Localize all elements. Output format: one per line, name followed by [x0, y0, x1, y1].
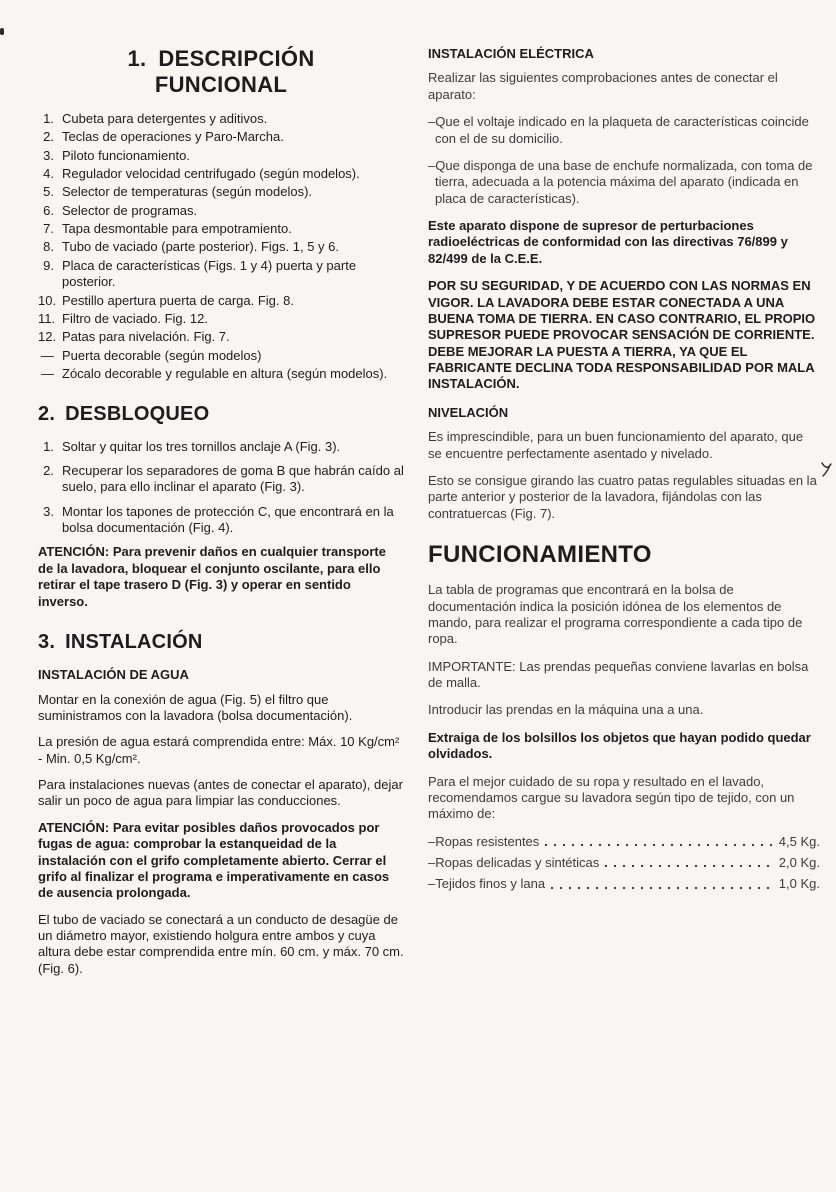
list-item: [38, 203, 404, 219]
load-limit-row: [428, 876, 820, 892]
list-item: [38, 239, 404, 255]
list-item-number: 6.: [43, 202, 54, 218]
list-item-text: Placa de características (Figs. 1 y 4) puerta y parte posterior.: [62, 257, 357, 290]
list-item-text: Puerta decorable (según modelos): [62, 347, 262, 363]
section-2-number: 2.: [38, 403, 56, 426]
section-2-heading: [38, 402, 404, 427]
list-item: [38, 439, 404, 455]
list-item-text: Filtro de vaciado. Fig. 12.: [62, 310, 208, 326]
list-item-text: Zócalo decorable y regulable en altura (según modelos).: [62, 366, 388, 382]
load-limit-row: [428, 834, 820, 850]
list-item: [38, 111, 404, 127]
section-1-heading-line1: [38, 46, 404, 72]
list-item-text: Piloto funcionamiento.: [62, 147, 190, 163]
list-item: [38, 366, 404, 382]
list-item-text: Pestillo apertura puerta de carga. Fig. 8.: [62, 292, 294, 308]
section-1-number: 1.: [127, 46, 147, 71]
list-item-text: Cubeta para detergentes y aditivos.: [62, 110, 268, 126]
list-item: [38, 311, 404, 327]
water-warning-paragraph: ATENCIÓN: Para evitar posibles daños provocados por fugas de agua: comprobar la estanqueidad de la instalación con el grifo completamente abierto. Cerrar el grifo al finalizar el programa e imperativamente en casos de ausencia prolongada.: [38, 819, 390, 901]
list-item-text: Soltar y quitar los tres tornillos anclaje A (Fig. 3).: [62, 438, 341, 454]
scan-speck: [0, 28, 4, 35]
water-paragraph-1: Montar en la conexión de agua (Fig. 5) el filtro que suministramos con la lavadora (bolsa documentación).: [38, 691, 353, 723]
list-item-number: 1.: [43, 110, 54, 126]
electrical-check-1: –Que el voltaje indicado en la plaqueta de características coincide con el de su domicilio.: [428, 114, 809, 146]
electrical-intro-paragraph: Realizar las siguientes comprobaciones antes de conectar el aparato:: [428, 70, 778, 102]
operation-important-note: IMPORTANTE: Las prendas pequeñas conviene lavarlas en bolsa de malla.: [428, 658, 809, 691]
load-limit-value: 1,0 Kg.: [778, 876, 820, 892]
leveling-subheading: NIVELACIÓN: [428, 404, 509, 420]
list-item-number: 9.: [43, 257, 54, 273]
list-item-text: Tubo de vaciado (parte posterior). Figs. 1, 5 y 6.: [62, 239, 339, 255]
handwritten-scan-mark: [820, 460, 834, 482]
load-limit-label: –Ropas resistentes: [428, 833, 540, 849]
list-item-text: Tapa desmontable para empotramiento.: [62, 221, 292, 237]
list-item-number: 10.: [38, 292, 57, 308]
transport-warning-paragraph: ATENCIÓN: Para prevenir daños en cualquier transporte de la lavadora, bloquear el conjunto oscilante, para ello retirar el tape trasero D (Fig. 3) y operar en sentido inverso.: [38, 544, 386, 609]
section-1-title-line2: FUNCIONAL: [154, 72, 288, 98]
list-item-number: 3.: [43, 503, 54, 519]
load-limit-value: 4,5 Kg.: [778, 833, 820, 849]
load-intro-paragraph: Para el mejor cuidado de su ropa y resultado en el lavado, recomendamos cargue su lavadora según tipo de tejido, con un máximo de:: [428, 773, 795, 822]
operation-heading: FUNCIONAMIENTO: [428, 541, 652, 568]
list-item-text: Montar los tapones de protección C, que encontrará en la bolsa documentación (Fig. 4).: [62, 503, 394, 536]
list-item-number: 2.: [43, 462, 54, 478]
list-item: [38, 504, 404, 537]
leveling-paragraph-1: Es imprescindible, para un buen funcionamiento del aparato, que se encuentre perfectamente asentado y nivelado.: [428, 429, 804, 461]
leveling-paragraph-2: Esto se consigue girando las cuatro patas regulables situadas en la parte anterior y posterior de la lavadora, fijándolas con las contratuercas (Fig. 7).: [428, 472, 817, 521]
list-item-number: 11.: [38, 310, 56, 326]
list-item-text: Recuperar los separadores de goma B que habrán caído al suelo, para ello inclinar el aparato (Fig. 3).: [62, 462, 404, 495]
interference-suppressor-note: Este aparato dispone de supresor de perturbaciones radioeléctricas de conformidad con las directivas 76/899 y 82/499 de la C.E.E.: [428, 218, 788, 266]
list-item-number: 7.: [43, 221, 54, 237]
list-item-number: 2.: [43, 129, 54, 145]
dotted-leader: [605, 865, 773, 867]
unblocking-steps-list: [38, 439, 404, 537]
list-item: [38, 329, 404, 345]
list-item-text: Patas para nivelación. Fig. 7.: [62, 329, 230, 345]
list-item-number: 1.: [43, 438, 54, 454]
load-limit-label: –Tejidos finos y lana: [428, 876, 546, 892]
functional-parts-list: [38, 111, 404, 383]
drain-paragraph: El tubo de vaciado se conectará a un conducto de desagüe de un diámetro mayor, existiendo holgura entre ambos y cuya altura debe estar comprendida entre mín. 60 cm. y máx. 70 cm. (Fig. 6).: [38, 911, 404, 976]
list-item-number: 8.: [43, 239, 54, 255]
right-column: [428, 46, 820, 898]
list-item: [38, 184, 404, 200]
pockets-warning-paragraph: Extraiga de los bolsillos los objetos que hayan podido quedar olvidados.: [428, 729, 811, 762]
list-item-number: 4.: [43, 165, 54, 181]
water-installation-subheading: INSTALACIÓN DE AGUA: [38, 667, 189, 683]
section-1-heading: [38, 46, 404, 99]
list-item: [38, 258, 404, 291]
load-limits-list: [428, 834, 820, 893]
list-item-number: 12.: [38, 329, 57, 345]
list-item-text: Regulador velocidad centrifugado (según modelos).: [62, 165, 360, 181]
section-3-heading: [38, 630, 404, 655]
water-paragraph-3: Para instalaciones nuevas (antes de conectar el aparato), dejar salir un poco de agua para limpiar las conducciones.: [38, 777, 403, 809]
list-item-text: Selector de programas.: [62, 202, 198, 218]
electrical-check-2: –Que disponga de una base de enchufe normalizada, con toma de tierra, adecuada a la potencia máxima del aparato (indicada en placa de características).: [428, 157, 813, 206]
list-item: [38, 348, 404, 364]
section-3-title: INSTALACIÓN: [65, 630, 203, 653]
load-limit-label: –Ropas delicadas y sintéticas: [428, 855, 600, 871]
list-item-text: Teclas de operaciones y Paro-Marcha.: [62, 129, 284, 145]
list-item-number: 3.: [43, 147, 54, 163]
list-item: [38, 463, 404, 496]
left-column: [38, 46, 404, 987]
list-item-text: Selector de temperaturas (según modelos).: [62, 184, 313, 200]
section-1-title-line1: DESCRIPCIÓN: [158, 46, 315, 71]
operation-paragraph-3: Introducir las prendas en la máquina una a una.: [428, 702, 704, 718]
section-2-title: DESBLOQUEO: [65, 403, 210, 426]
operation-paragraph-1: La tabla de programas que encontrará en la bolsa de documentación indica la posición idónea de los elementos de mando, para realizar el programa correspondiente a cada tipo de ropa.: [428, 582, 803, 647]
list-item: [38, 148, 404, 164]
water-paragraph-2: La presión de agua estará comprendida entre: Máx. 10 Kg/cm² - Min. 0,5 Kg/cm².: [38, 734, 400, 766]
load-limit-value: 2,0 Kg.: [778, 855, 820, 871]
list-item-number: —: [41, 347, 54, 363]
list-item: [38, 166, 404, 182]
list-item: [38, 129, 404, 145]
list-item-number: 5.: [43, 184, 54, 200]
list-item: [38, 293, 404, 309]
grounding-warning-paragraph: POR SU SEGURIDAD, Y DE ACUERDO CON LAS NORMAS EN VIGOR. LA LAVADORA DEBE ESTAR CONECTADA A UNA BUENA TOMA DE TIERRA. EN CASO CONTRARIO, EL PROPIO SUPRESOR PUEDE PROVOCAR SENSACIÓN DE CORRIENTE. DEBE MEJORAR LA PUESTA A TIERRA, YA QUE EL FABRICANTE DECLINA TODA RESPONSABILIDAD POR MALA INSTALACIÓN.: [428, 278, 816, 392]
load-limit-row: [428, 855, 820, 871]
section-3-number: 3.: [38, 630, 56, 653]
list-item: [38, 221, 404, 237]
list-item-number: —: [41, 366, 54, 382]
dotted-leader: [545, 844, 773, 846]
electrical-installation-subheading: INSTALACIÓN ELÉCTRICA: [428, 46, 594, 61]
dotted-leader: [551, 887, 773, 889]
